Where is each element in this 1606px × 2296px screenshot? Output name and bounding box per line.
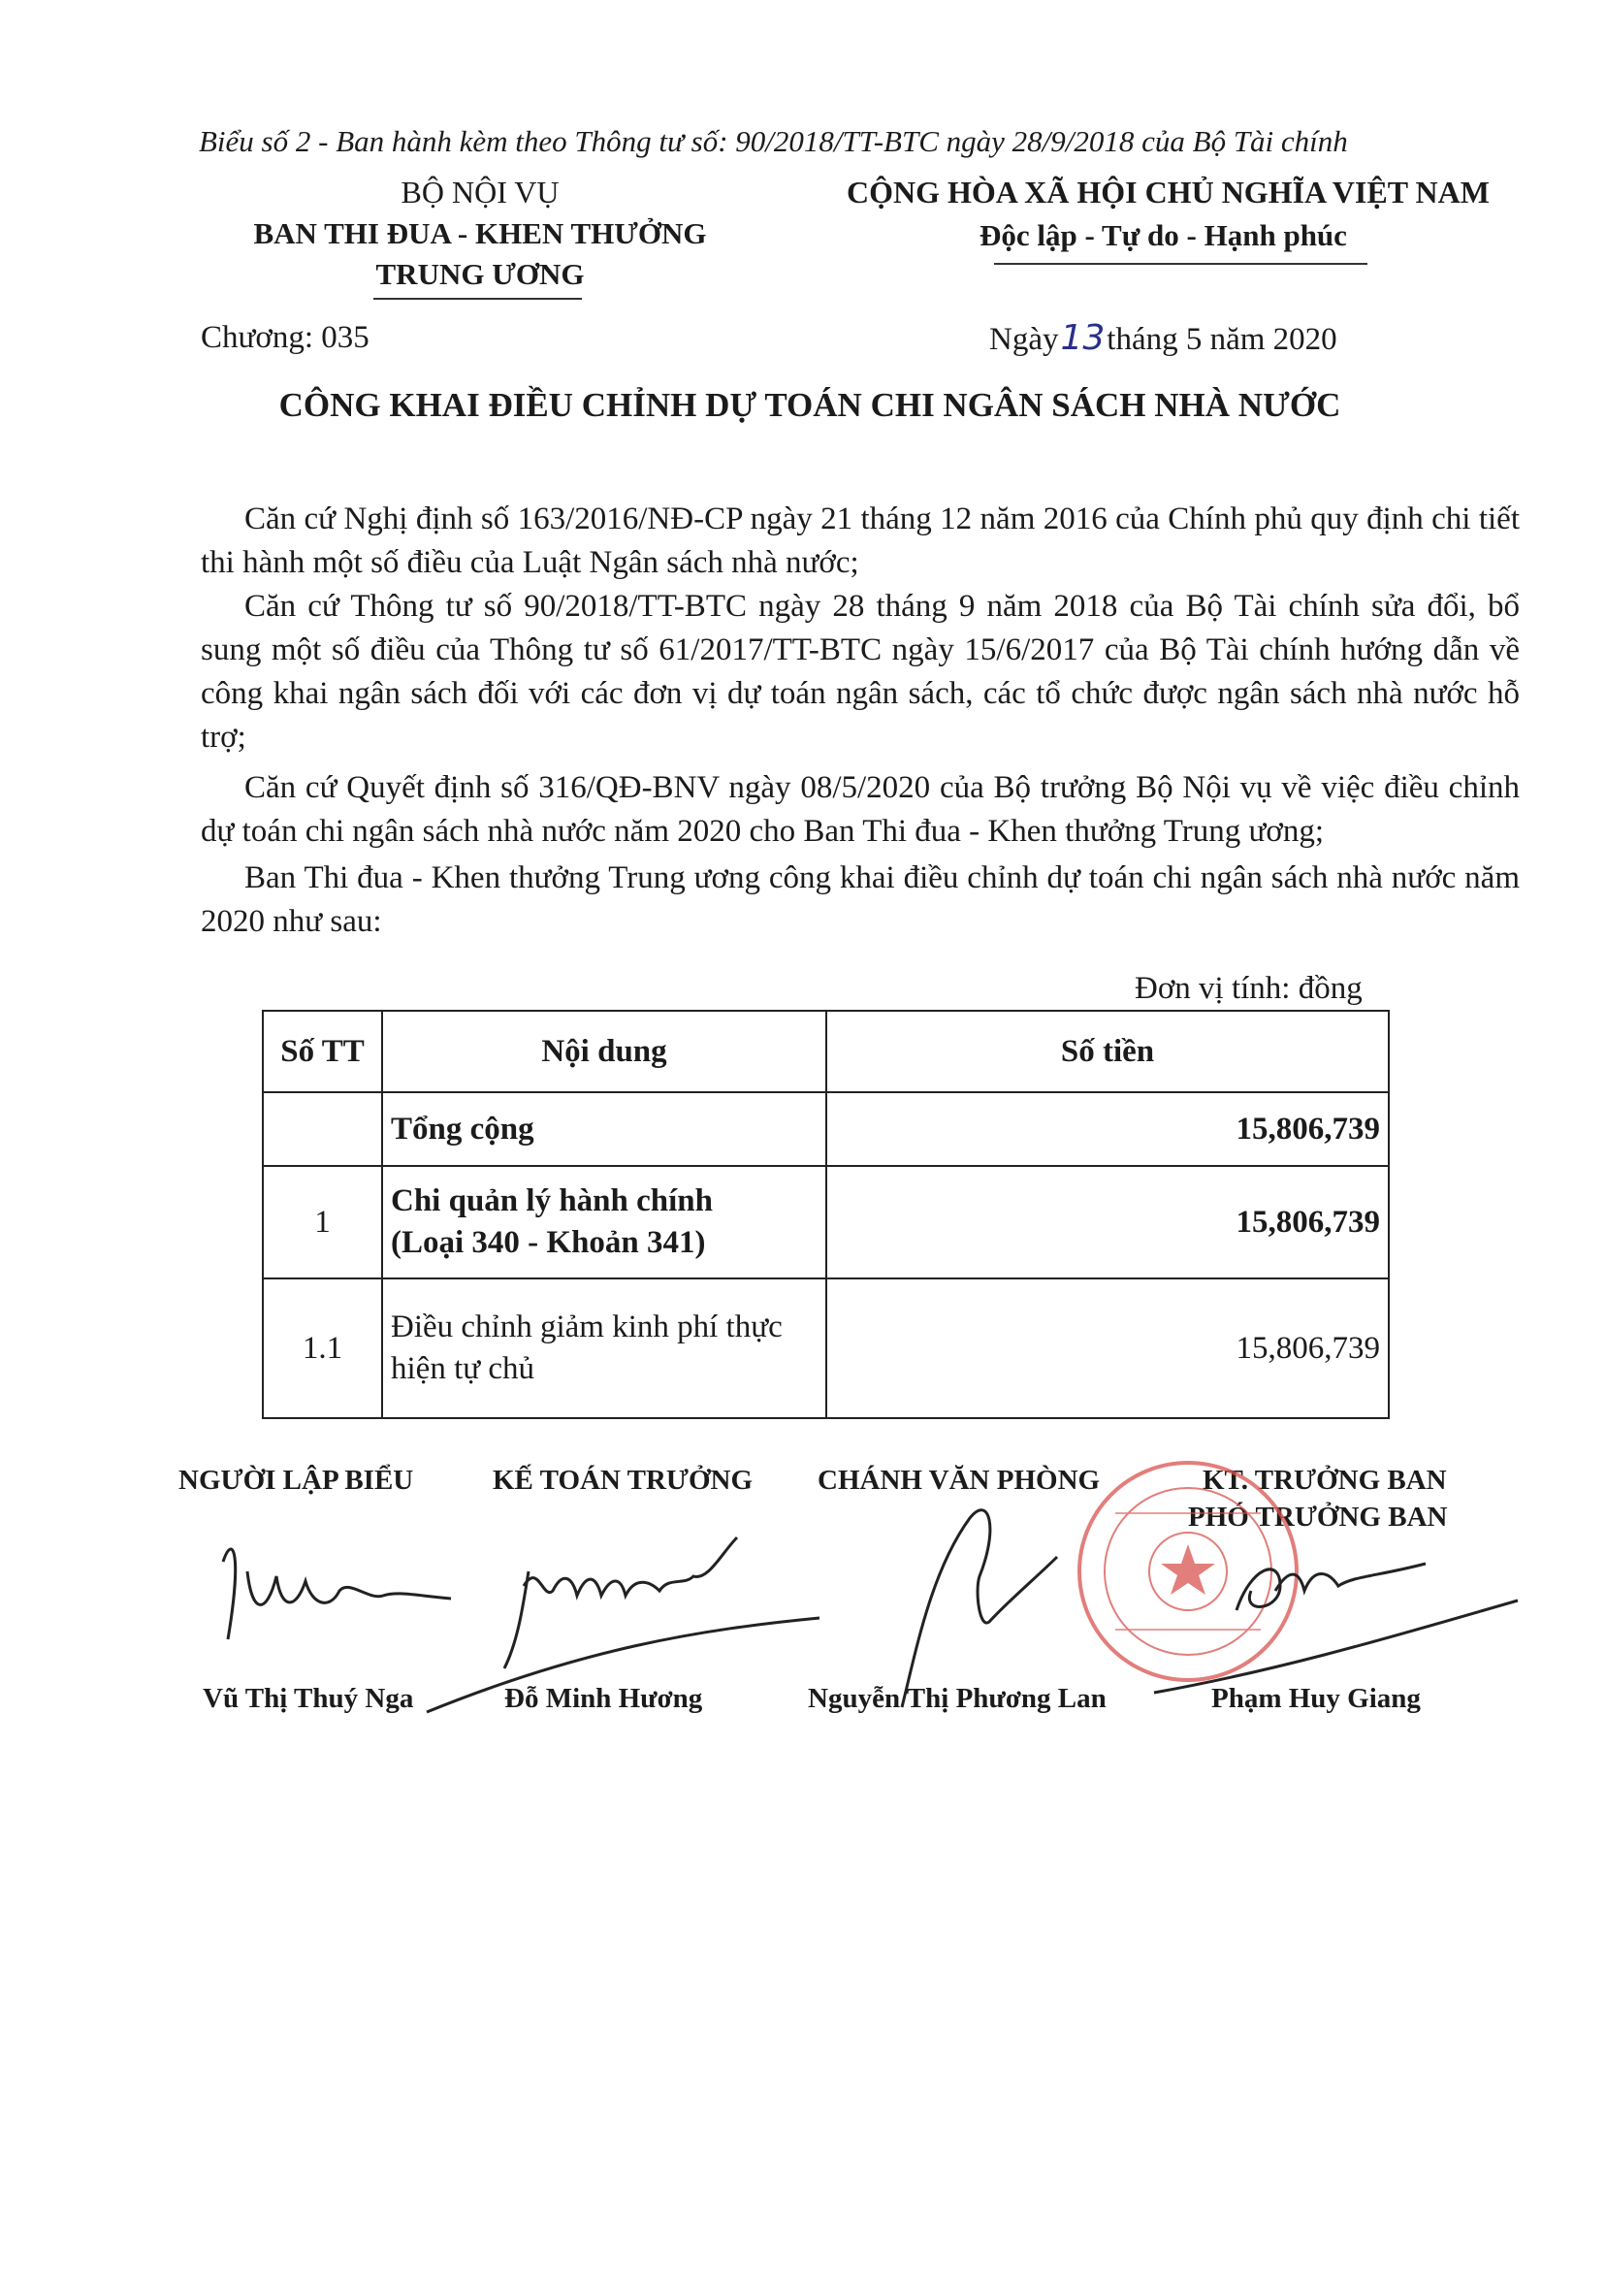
- signature-title-accountant: KẾ TOÁN TRƯỞNG: [493, 1465, 754, 1496]
- signature-name-head: Phạm Huy Giang: [1211, 1683, 1421, 1714]
- row-content-line: Điều chỉnh giảm kinh phí thực: [391, 1310, 783, 1344]
- header-no: Số TT: [263, 1011, 382, 1092]
- motto: Độc lập - Tự do - Hạnh phúc: [980, 218, 1347, 252]
- paragraph-announcement: Ban Thi đua - Khen thưởng Trung ương công khai điều chỉnh dự toán chi ngân sách nhà nước năm 2020 như sau:: [201, 860, 1520, 939]
- signature-office-chief-icon: [902, 1510, 1057, 1707]
- document-title: CÔNG KHAI ĐIỀU CHỈNH DỰ TOÁN CHI NGÂN SÁCH NHÀ NƯỚC: [278, 386, 1341, 424]
- republic-name: CỘNG HÒA XÃ HỘI CHỦ NGHĨA VIỆT NAM: [847, 175, 1490, 210]
- signature-head-icon: [1154, 1564, 1518, 1693]
- paragraph-legal-basis-2: Căn cứ Thông tư số 90/2018/TT-BTC ngày 28 tháng 9 năm 2018 của Bộ Tài chính sửa đổi, bổ sung một số điều của Thông tư số 61/2017/TT-BTC ngày 15/6/2017 của Bộ Tài chính hướng dẫn về công khai ngân sách đối với các đơn vị dự toán ngân sách, các tổ chức được ngân sách nhà nước hỗ trợ;: [201, 589, 1520, 755]
- date-day-handwritten: 13: [1060, 318, 1106, 358]
- signature-name-accountant: Đỗ Minh Hương: [504, 1683, 703, 1714]
- agency-name-line2: TRUNG ƯƠNG: [375, 257, 585, 291]
- row-no: 1.1: [263, 1278, 382, 1418]
- chapter-code: Chương: 035: [201, 320, 369, 355]
- date-rest: tháng 5 năm 2020: [1107, 322, 1337, 357]
- row-content-line: Chi quản lý hành chính: [391, 1183, 714, 1218]
- form-note: Biểu số 2 - Ban hành kèm theo Thông tư số: 90/2018/TT-BTC ngày 28/9/2018 của Bộ Tài chính: [199, 124, 1348, 158]
- row-content-line: Tổng cộng: [391, 1111, 534, 1147]
- row-content-line: (Loại 340 - Khoản 341): [391, 1225, 706, 1260]
- date-prefix: Ngày: [989, 322, 1059, 357]
- signature-preparer-icon: [223, 1549, 451, 1639]
- row-amount: 15,806,739: [826, 1166, 1389, 1278]
- header-amount: Số tiền: [826, 1011, 1389, 1092]
- header-content: Nội dung: [382, 1011, 826, 1092]
- agency-name-line1: BAN THI ĐUA - KHEN THƯỞNG: [253, 216, 707, 250]
- currency-unit: Đơn vị tính: đồng: [1135, 971, 1363, 1006]
- row-content-line: hiện tự chủ: [391, 1351, 535, 1386]
- row-amount: 15,806,739: [826, 1092, 1389, 1166]
- signature-name-preparer: Vũ Thị Thuý Nga: [203, 1683, 414, 1714]
- signature-title-preparer: NGƯỜI LẬP BIỂU: [178, 1465, 414, 1496]
- ministry-name: BỘ NỘI VỤ: [401, 175, 560, 210]
- signature-title-head-line2: PHÓ TRƯỞNG BAN: [1188, 1502, 1448, 1533]
- paragraph-legal-basis-1: Căn cứ Nghị định số 163/2016/NĐ-CP ngày 21 tháng 12 năm 2016 của Chính phủ quy định chi tiết thi hành một số điều của Luật Ngân sách nhà nước;: [201, 501, 1520, 580]
- paragraph-legal-basis-3: Căn cứ Quyết định số 316/QĐ-BNV ngày 08/5/2020 của Bộ trưởng Bộ Nội vụ về việc điều chỉnh dự toán chi ngân sách nhà nước năm 2020 cho Ban Thi đua - Khen thưởng Trung ương;: [201, 770, 1520, 849]
- row-no: 1: [263, 1166, 382, 1278]
- signature-name-office-chief: Nguyễn Thị Phương Lan: [808, 1683, 1107, 1714]
- signature-title-head-line1: KT. TRƯỞNG BAN: [1203, 1465, 1447, 1496]
- signature-title-office-chief: CHÁNH VĂN PHÒNG: [818, 1465, 1101, 1496]
- row-amount: 15,806,739: [826, 1278, 1389, 1418]
